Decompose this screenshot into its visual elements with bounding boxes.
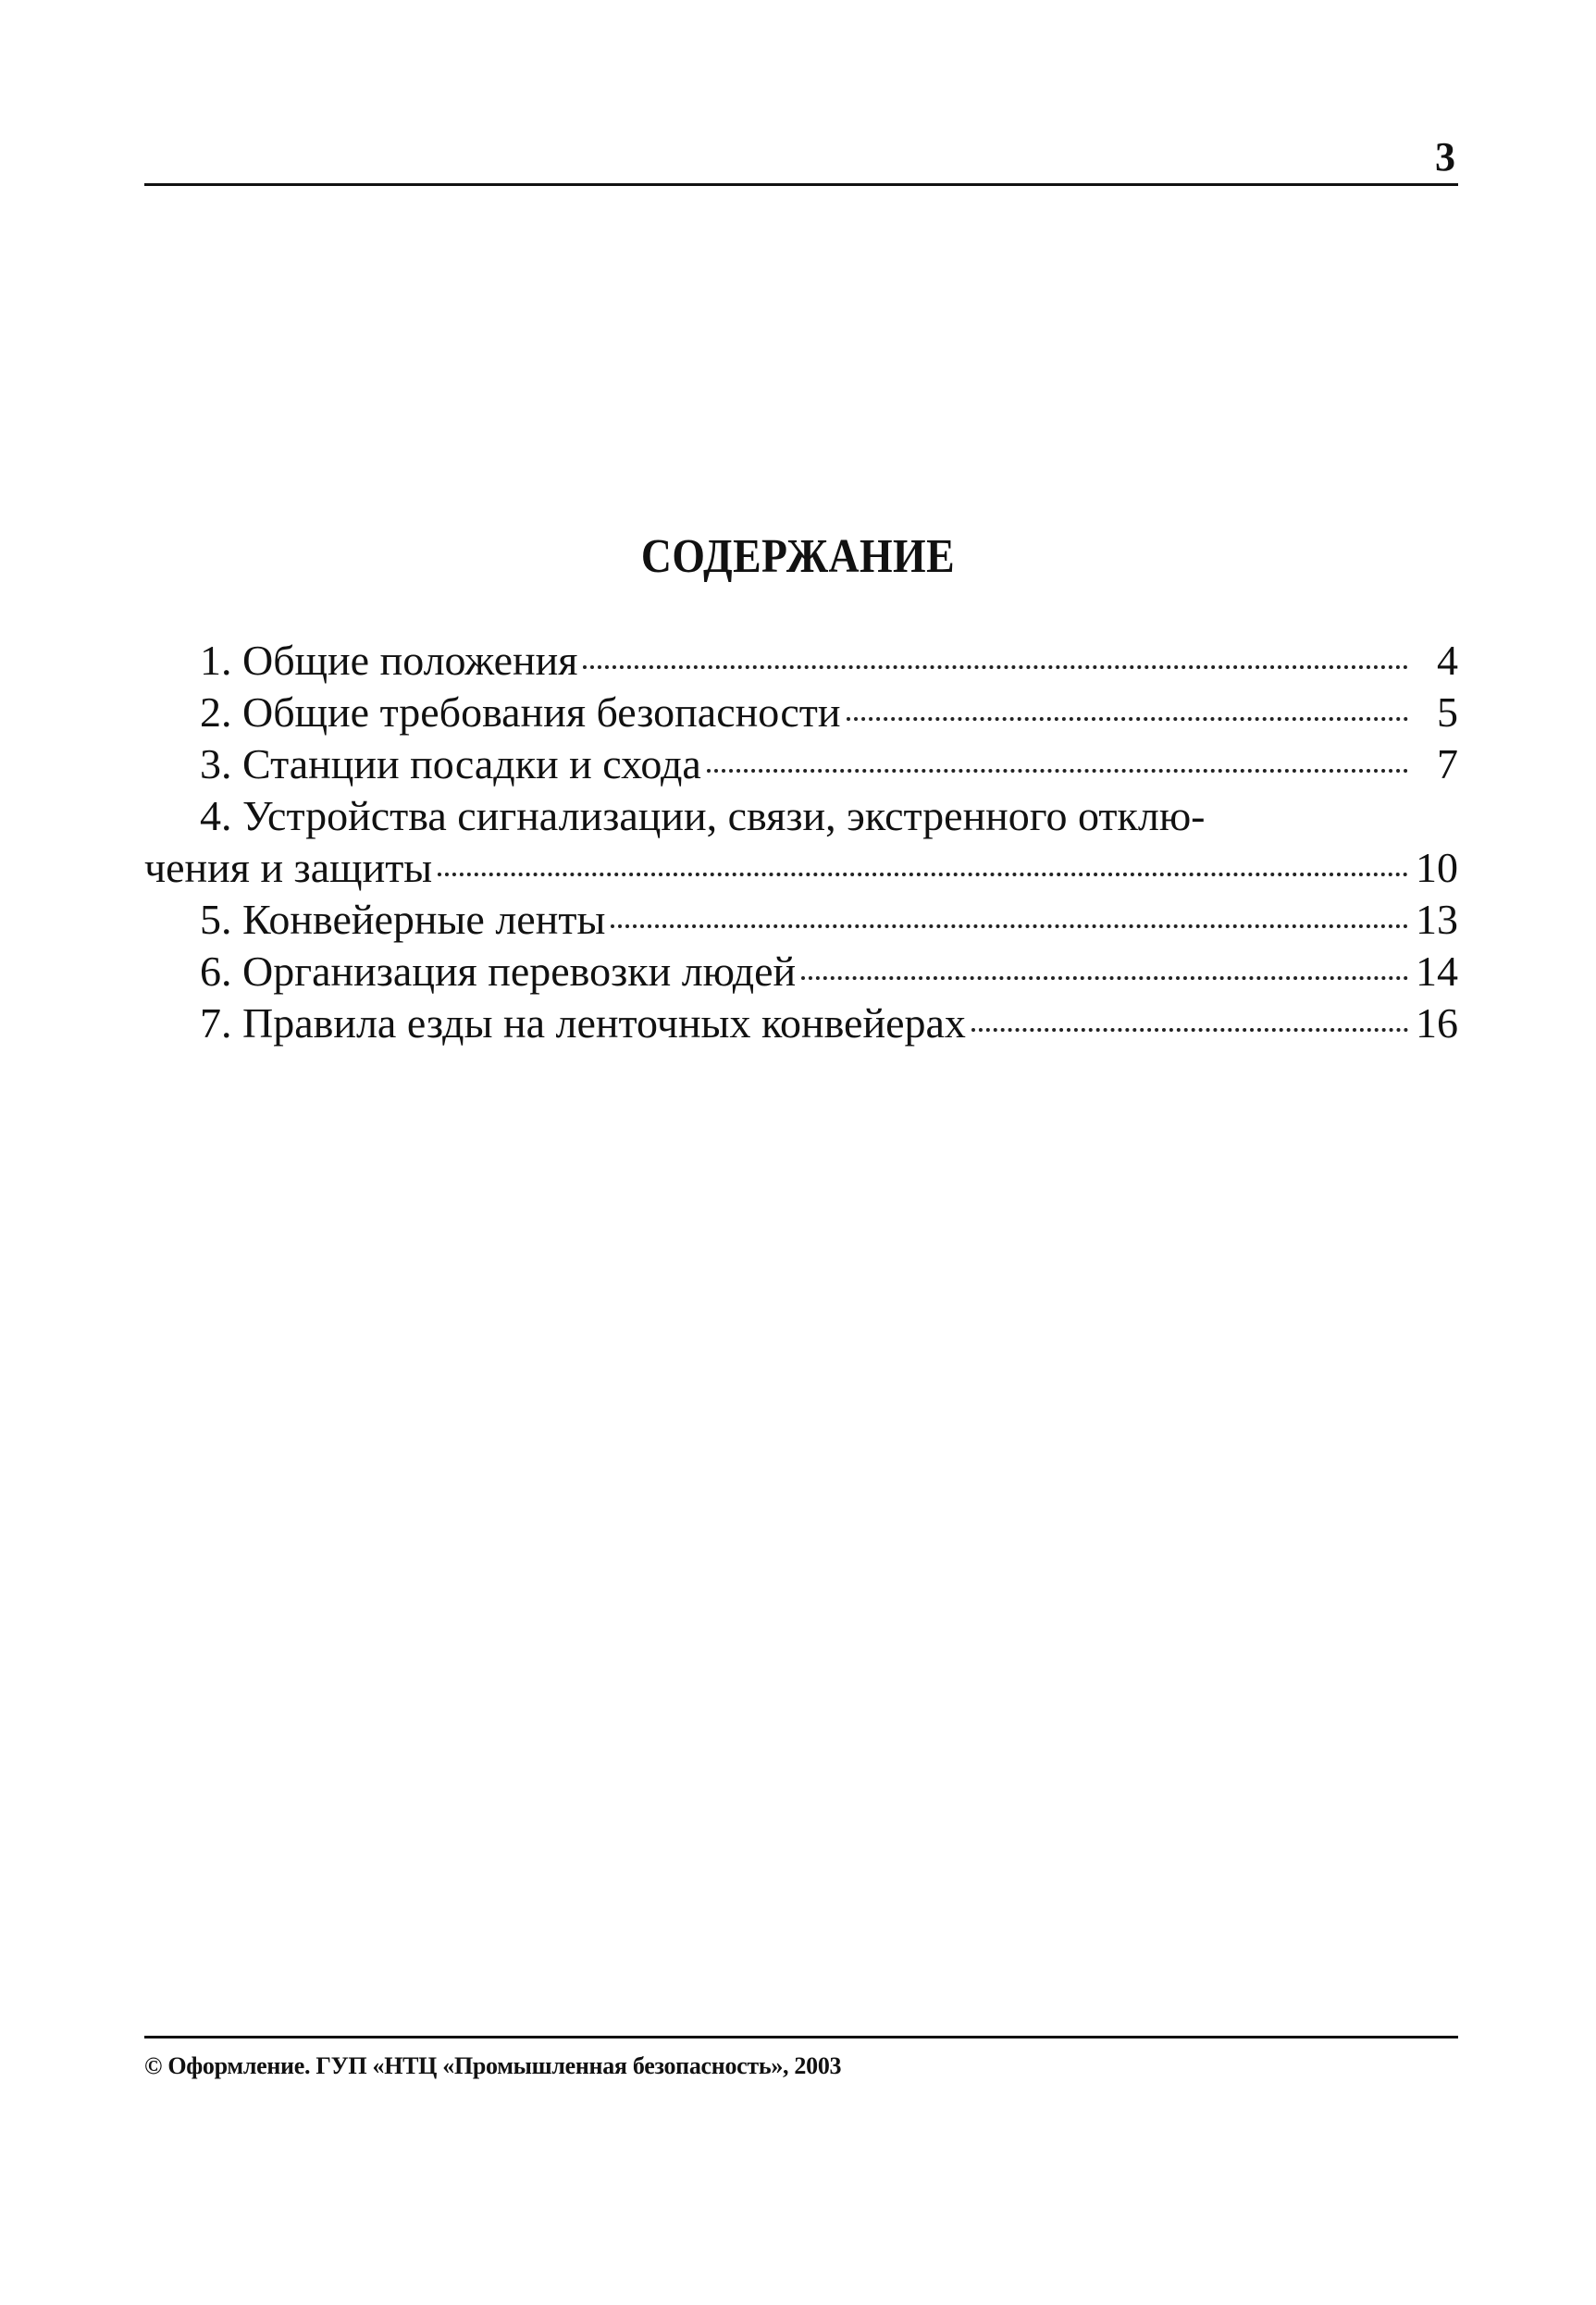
toc-leader-dots: [707, 769, 1408, 773]
toc-entry-label: чения и защиты: [144, 844, 433, 891]
toc-entry-page: 5: [1437, 688, 1458, 736]
toc-entry-page: 13: [1416, 896, 1458, 943]
footer-rule: [144, 2036, 1458, 2039]
header-rule: [144, 183, 1458, 186]
toc-entry: [144, 635, 1458, 687]
toc-entry-label: 6. Организация перевозки людей: [200, 948, 797, 995]
toc-entry: [144, 998, 1458, 1049]
toc-leader-dots: [583, 665, 1408, 669]
toc-entry-label: 3. Станции посадки и схода: [200, 740, 701, 787]
footer-copyright: © Оформление. ГУП «НТЦ «Промышленная безопасность», 2003: [144, 2052, 842, 2079]
toc-entry: [144, 687, 1458, 738]
toc-leader-dots: [801, 976, 1408, 980]
page-number: 3: [1435, 134, 1455, 180]
toc-title: СОДЕРЖАНИЕ: [640, 530, 956, 583]
toc-entry-label: 2. Общие требования безопасности: [200, 688, 841, 736]
toc-entry-page: 7: [1437, 740, 1458, 787]
toc-entry-label: 5. Конвейерные ленты: [200, 896, 606, 943]
toc-entry: [144, 738, 1458, 790]
toc-entry-page: 4: [1437, 637, 1458, 684]
toc-entry-page: 14: [1416, 948, 1458, 995]
toc-entry-page: 16: [1416, 999, 1458, 1047]
toc-entry: [144, 946, 1458, 998]
toc-leader-dots: [847, 717, 1408, 721]
toc-list: [144, 635, 1458, 1049]
toc-leader-dots: [438, 873, 1408, 876]
toc-leader-dots: [611, 924, 1408, 928]
toc-entry-label: 1. Общие положения: [200, 637, 578, 684]
toc-entry: [144, 894, 1458, 946]
toc-leader-dots: [971, 1028, 1408, 1032]
toc-entry-label: 7. Правила езды на ленточных конвейерах: [200, 999, 966, 1047]
toc-entry-page: 10: [1416, 844, 1458, 891]
toc-entry: [144, 842, 1458, 894]
toc-entry-line1: 4. Устройства сигнализации, связи, экстренного отклю-: [200, 792, 1206, 839]
